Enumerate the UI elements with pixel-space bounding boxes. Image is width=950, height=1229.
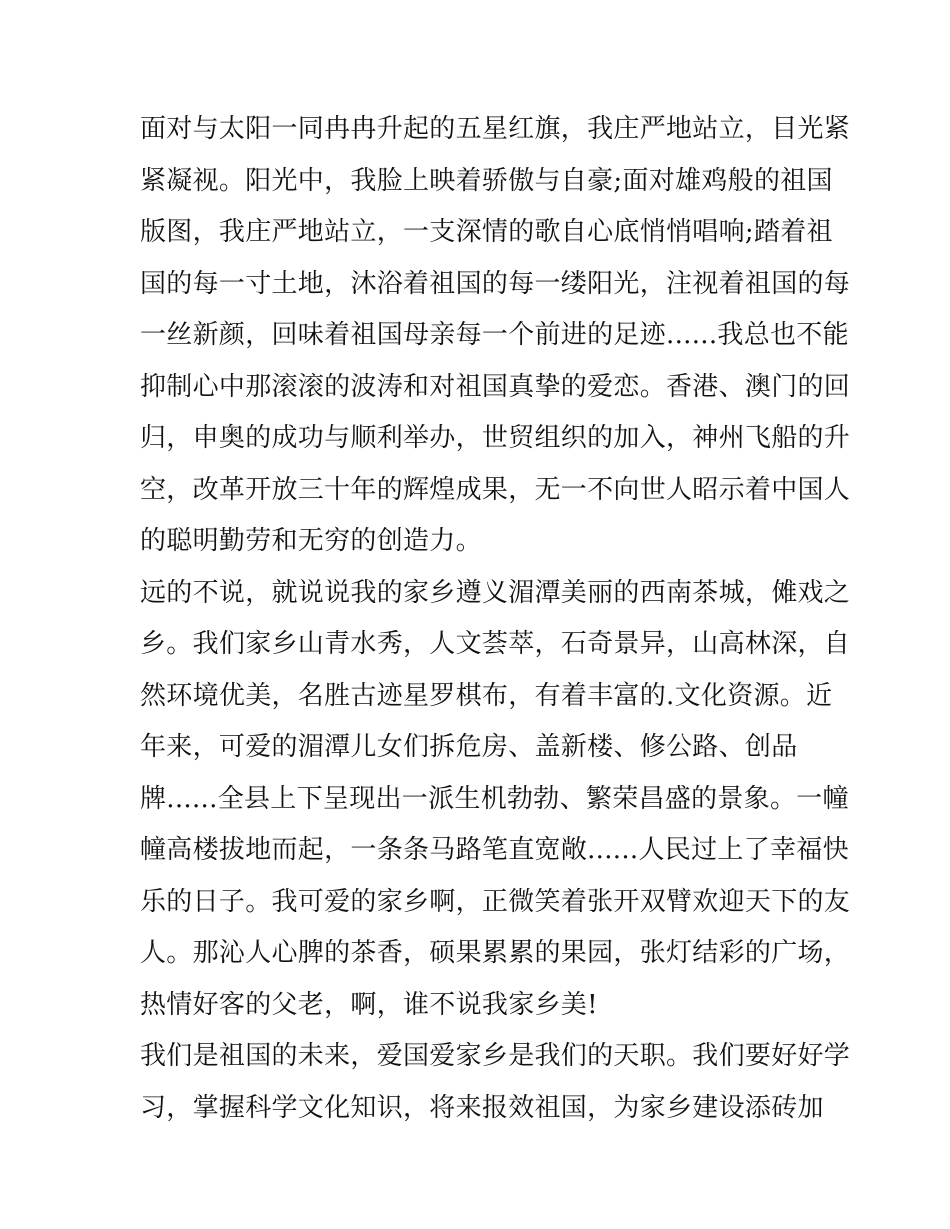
text-line: 乡。我们家乡山青水秀，人文荟萃，石奇景异，山高林深，自 — [140, 629, 851, 659]
text-line: 习，掌握科学文化知识，将来报效祖国，为家乡建设添砖加 — [140, 1092, 824, 1123]
text-line: 国的每一寸土地，沐浴着祖国的每一缕阳光，注视着祖国的每 — [140, 268, 851, 299]
text-line: 然环境优美，名胜古迹星罗棋布，有着丰富的.文化资源。近 — [140, 680, 833, 711]
text-line: 归，申奥的成功与顺利举办，世贸组织的加入，神州飞船的升 — [140, 423, 851, 453]
text-line: 热情好客的父老，啊，谁不说我家乡美! — [140, 989, 598, 1020]
text-line: 牌......全县上下呈现出一派生机勃勃、繁荣昌盛的景象。一幢 — [140, 783, 849, 814]
document-body — [140, 104, 851, 1134]
text-line: 我们是祖国的未来，爱国爱家乡是我们的天职。我们要好好学 — [140, 1041, 851, 1071]
text-line: 空，改革开放三十年的辉煌成果，无一不向世人昭示着中国人 — [140, 474, 851, 505]
text-line: 乐的日子。我可爱的家乡啊，正微笑着张开双臂欢迎天下的友 — [140, 886, 851, 917]
text-line: 远的不说，就说说我的家乡遵义湄潭美丽的西南茶城，傩戏之 — [140, 577, 851, 608]
text-line: 一丝新颜，回味着祖国母亲每一个前进的足迹......我总也不能 — [140, 320, 849, 350]
text-line: 抑制心中那滚滚的波涛和对祖国真挚的爱恋。香港、澳门的回 — [140, 371, 851, 402]
text-line: 紧凝视。阳光中，我脸上映着骄傲与自豪;面对雄鸡般的祖国 — [140, 165, 833, 196]
text-line: 年来，可爱的湄潭儿女们拆危房、盖新楼、修公路、创品 — [140, 732, 798, 762]
text-line: 版图，我庄严地站立，一支深情的歌自心底悄悄唱响;踏着祖 — [140, 217, 833, 247]
text-line: 的聪明勤劳和无穷的创造力。 — [140, 526, 482, 556]
text-line: 幢高楼拔地而起，一条条马路笔直宽敞......人民过上了幸福快 — [140, 835, 849, 865]
text-line: 人。那沁人心脾的茶香，硕果累累的果园，张灯结彩的广场， — [140, 938, 851, 968]
text-line: 面对与太阳一同冉冉升起的五星红旗，我庄严地站立，目光紧 — [140, 114, 851, 144]
